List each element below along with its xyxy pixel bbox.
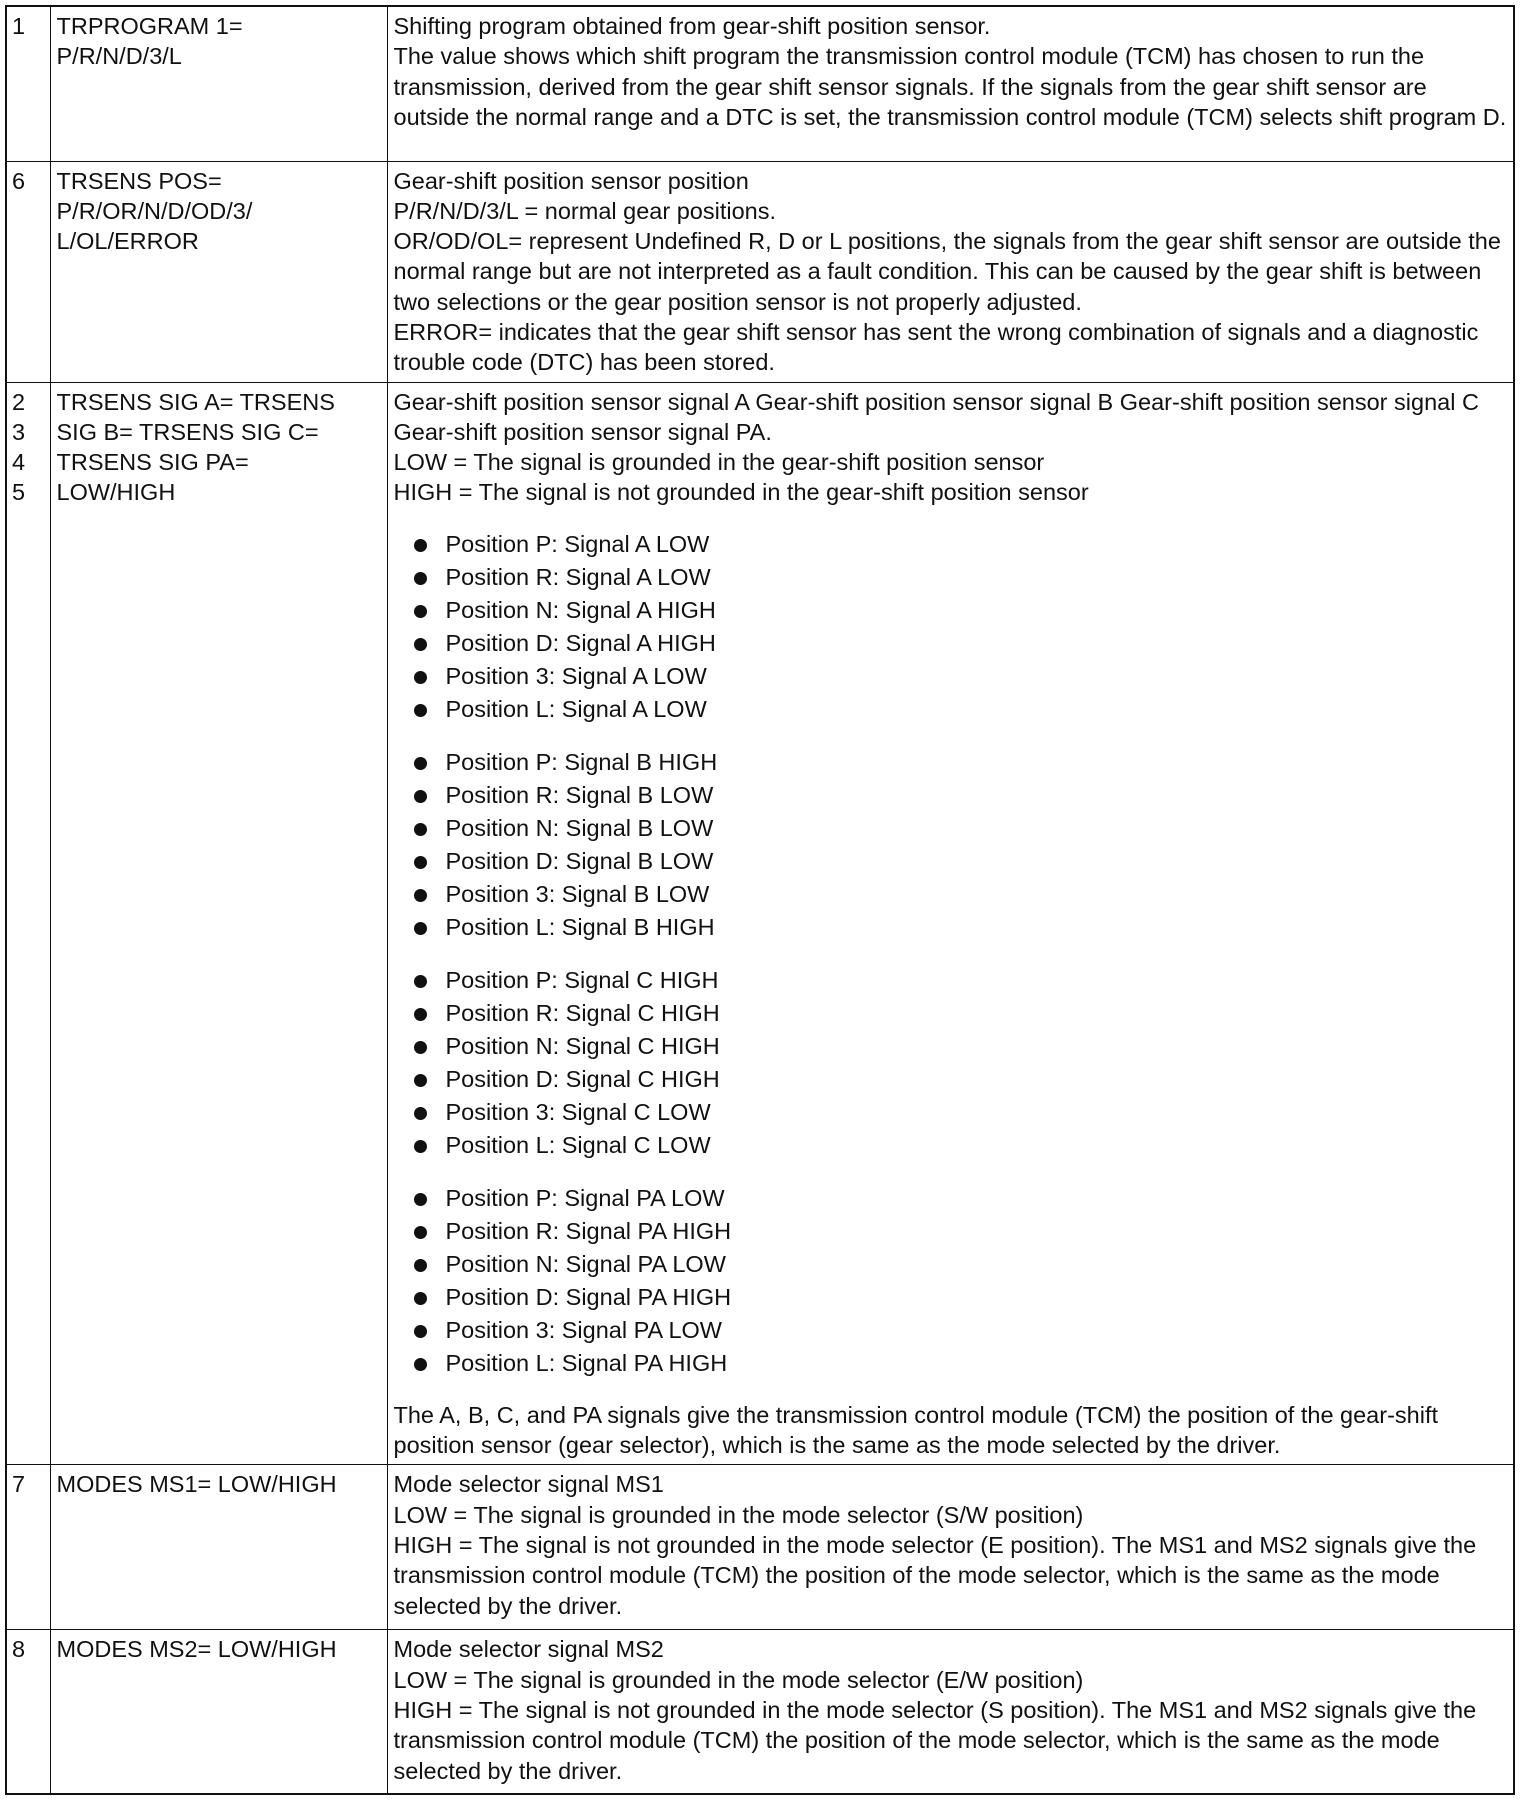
parameter-line: P/R/OR/N/D/OD/3/ — [56, 197, 253, 224]
description-line: Gear-shift position sensor position — [393, 167, 749, 194]
list-item: Position R: Signal C HIGH — [412, 997, 1508, 1030]
parameter-line: SIG B= TRSENS SIG C= — [56, 418, 319, 445]
description-line: HIGH = The signal is not grounded in the gear-shift position sensor — [393, 479, 1089, 506]
list-item: Position D: Signal A HIGH — [412, 627, 1508, 660]
parameter-line: MODES MS1= LOW/HIGH — [56, 1471, 337, 1498]
row-number-cell — [6, 6, 50, 161]
list-item: Position P: Signal C HIGH — [412, 964, 1508, 997]
parameter-cell — [50, 1465, 387, 1630]
list-item: Position L: Signal C LOW — [412, 1129, 1508, 1162]
description-line: Mode selector signal MS1 — [393, 1471, 664, 1498]
description-line: Shifting program obtained from gear-shift position sensor. — [393, 13, 991, 39]
description-cell — [387, 1465, 1514, 1630]
list-item: Position N: Signal A HIGH — [412, 594, 1508, 627]
list-item: Position 3: Signal B LOW — [412, 878, 1508, 911]
list-item: Position N: Signal PA LOW — [412, 1248, 1508, 1281]
description-line: P/R/N/D/3/L = normal gear positions. — [393, 197, 776, 224]
signals-note: The A, B, C, and PA signals give the transmission control module (TCM) the position of the gear-shift position sensor (gear selector), which is the same as the mode selected by the driver. — [393, 1401, 1438, 1459]
signal-pa-list — [394, 1182, 1508, 1380]
row-number: 5 — [12, 479, 26, 506]
description-line: The value shows which shift program the transmission control module (TCM) has chosen to run the transmission, derived from the gear shift sensor signals. If the signals from the gear shift sensor are outside the normal range and a DTC is set, the transmission control module (TCM) selects shift program D. — [393, 43, 1507, 130]
signal-b-list — [394, 746, 1508, 944]
parameter-line: TRSENS POS= — [56, 167, 222, 194]
list-item: Position L: Signal B HIGH — [412, 911, 1508, 944]
row-number-cell — [6, 382, 50, 1465]
list-item: Position R: Signal PA HIGH — [412, 1215, 1508, 1248]
list-item: Position P: Signal B HIGH — [412, 746, 1508, 779]
list-item: Position L: Signal A LOW — [412, 693, 1508, 726]
row-number: 3 — [12, 418, 26, 445]
parameter-cell — [50, 6, 387, 161]
list-item: Position N: Signal C HIGH — [412, 1030, 1508, 1063]
row-number: 1 — [12, 13, 26, 39]
parameter-line: LOW/HIGH — [56, 479, 176, 506]
parameter-line: TRSENS SIG A= TRSENS — [56, 388, 335, 415]
description-line: HIGH = The signal is not grounded in the mode selector (S position). The MS1 and MS2 signals give the transmission control module (TCM) the position of the mode selector, which is the same as the mode selected by the driver. — [393, 1696, 1477, 1784]
description-line: HIGH = The signal is not grounded in the mode selector (E position). The MS1 and MS2 signals give the transmission control module (TCM) the position of the mode selector, which is the same as the mode selected by the driver. — [393, 1531, 1477, 1619]
row-number: 4 — [12, 449, 26, 476]
list-item: Position P: Signal PA LOW — [412, 1182, 1508, 1215]
row-number: 6 — [12, 167, 26, 194]
list-item: Position D: Signal PA HIGH — [412, 1281, 1508, 1314]
parameter-table — [5, 5, 1515, 1795]
description-line: OR/OD/OL= represent Undefined R, D or L positions, the signals from the gear shift sensor are outside the normal range but are not interpreted as a fault condition. This can be caused by the gear shift is between two selections or the gear position sensor is not properly adjusted. — [393, 228, 1501, 315]
description-line: LOW = The signal is grounded in the gear-shift position sensor — [393, 449, 1045, 476]
list-item: Position 3: Signal C LOW — [412, 1096, 1508, 1129]
table-row-trsens-sig — [6, 382, 1514, 1465]
parameter-line: TRPROGRAM 1= — [56, 13, 243, 39]
row-number-cell — [6, 1630, 50, 1794]
row-number: 2 — [12, 388, 26, 415]
list-item: Position R: Signal A LOW — [412, 561, 1508, 594]
description-cell — [387, 1630, 1514, 1794]
description-cell — [387, 382, 1514, 1465]
description-cell — [387, 161, 1514, 382]
description-line: LOW = The signal is grounded in the mode selector (S/W position) — [393, 1501, 1084, 1528]
description-line: ERROR= indicates that the gear shift sensor has sent the wrong combination of signals and a diagnostic trouble code (DTC) has been stored. — [393, 318, 1479, 376]
table-row-trsens-pos — [6, 161, 1514, 382]
list-item: Position D: Signal C HIGH — [412, 1063, 1508, 1096]
parameter-line: MODES MS2= LOW/HIGH — [56, 1636, 337, 1663]
parameter-line: P/R/N/D/3/L — [56, 43, 182, 70]
parameter-cell — [50, 382, 387, 1465]
description-line: Mode selector signal MS2 — [393, 1636, 664, 1663]
parameter-line: L/OL/ERROR — [56, 228, 199, 255]
list-item: Position N: Signal B LOW — [412, 812, 1508, 845]
row-number: 7 — [12, 1471, 26, 1498]
parameter-cell — [50, 1630, 387, 1794]
table-row-modes-ms2 — [6, 1630, 1514, 1794]
signal-a-list — [394, 528, 1508, 726]
description-line: Gear-shift position sensor signal A Gear-shift position sensor signal B Gear-shift position sensor signal C Gear-shift position sensor signal PA. — [393, 388, 1479, 445]
table-row-trprogram — [6, 6, 1514, 161]
list-item: Position 3: Signal PA LOW — [412, 1314, 1508, 1347]
list-item: Position L: Signal PA HIGH — [412, 1347, 1508, 1380]
parameter-cell — [50, 161, 387, 382]
list-item: Position P: Signal A LOW — [412, 528, 1508, 561]
row-number-cell — [6, 1465, 50, 1630]
list-item: Position R: Signal B LOW — [412, 779, 1508, 812]
description-cell — [387, 6, 1514, 161]
list-item: Position D: Signal B LOW — [412, 845, 1508, 878]
parameter-line: TRSENS SIG PA= — [56, 449, 249, 476]
description-line: LOW = The signal is grounded in the mode selector (E/W position) — [393, 1666, 1084, 1693]
table-row-modes-ms1 — [6, 1465, 1514, 1630]
signal-c-list — [394, 964, 1508, 1162]
list-item: Position 3: Signal A LOW — [412, 660, 1508, 693]
row-number-cell — [6, 161, 50, 382]
row-number: 8 — [12, 1636, 26, 1663]
